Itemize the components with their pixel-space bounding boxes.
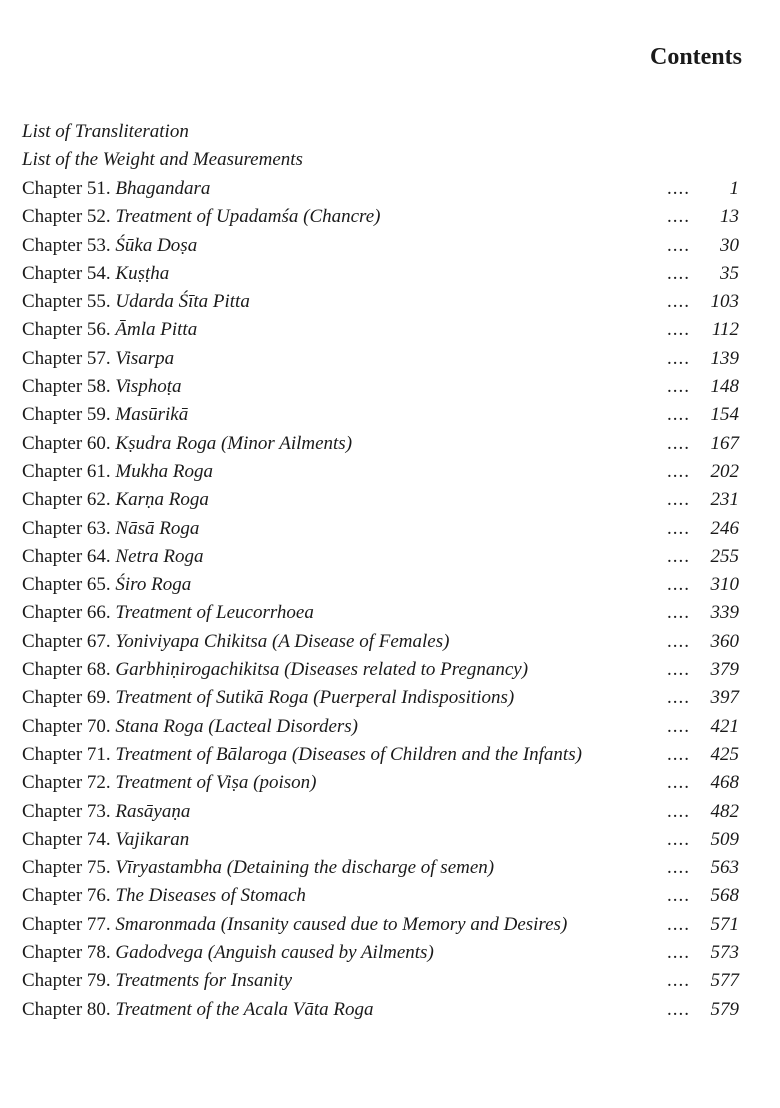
chapter-title: The Diseases of Stomach [115,885,306,907]
toc-entry [22,260,752,288]
toc-entry [22,939,752,967]
chapter-label: Chapter 59. [22,404,111,426]
page-number: 482 [710,800,739,822]
toc-entry [22,401,752,429]
prelim-item-transliteration: List of Transliteration [22,121,189,142]
dot-leader: .... [667,857,690,879]
chapter-label: Chapter 78. [22,942,111,964]
page-number: 568 [710,885,739,907]
toc-entry [22,628,752,656]
chapter-title: Treatment of the Acala Vāta Roga [115,998,374,1020]
chapter-label: Chapter 62. [22,489,111,511]
chapter-title: Treatment of Leucorrhoea [115,602,314,624]
dot-leader: .... [667,432,690,454]
prelim-item-weights: List of the Weight and Measurements [22,149,303,171]
chapter-label: Chapter 70. [22,715,111,737]
page-number: 167 [710,432,739,454]
chapter-title: Treatment of Upadamśa (Chancre) [115,206,381,228]
toc-entry [22,826,752,854]
page-number: 35 [720,262,739,284]
toc-entry [22,967,752,995]
page-number: 255 [710,545,739,567]
dot-leader: .... [667,291,690,313]
chapter-label: Chapter 54. [22,262,111,284]
dot-leader: .... [667,828,690,850]
dot-leader: .... [667,715,690,737]
dot-leader: .... [667,206,690,228]
dot-leader: .... [667,885,690,907]
chapter-label: Chapter 71. [22,743,111,765]
chapter-title: Netra Roga [115,545,204,567]
chapter-label: Chapter 53. [22,234,111,256]
chapter-title: Treatment of Viṣa (poison) [115,772,317,794]
chapter-title: Smaronmada (Insanity caused due to Memory and Desires) [115,913,568,935]
chapter-title: Kuṣṭha [115,262,170,284]
toc-entry [22,599,752,627]
page-number: 509 [710,828,739,850]
page-number: 577 [710,970,739,992]
chapter-label: Chapter 74. [22,828,111,850]
page-number: 421 [710,715,739,737]
chapter-label: Chapter 69. [22,687,111,709]
toc-entry [22,175,752,203]
dot-leader: .... [667,772,690,794]
dot-leader: .... [667,489,690,511]
chapter-label: Chapter 76. [22,885,111,907]
chapter-label: Chapter 68. [22,659,111,681]
toc-entry [22,882,752,910]
chapter-label: Chapter 60. [22,432,111,454]
dot-leader: .... [667,602,690,624]
dot-leader: .... [667,913,690,935]
chapter-title: Āmla Pitta [115,319,198,341]
chapter-label: Chapter 61. [22,460,111,482]
dot-leader: .... [667,376,690,398]
dot-leader: .... [667,319,690,341]
dot-leader: .... [667,970,690,992]
chapter-title: Bhagandara [115,178,211,199]
dot-leader: .... [667,630,690,652]
page-number: 379 [710,659,739,681]
toc-entry [22,996,752,1024]
dot-leader: .... [667,178,690,199]
chapter-title: Treatment of Sutikā Roga (Puerperal Indispositions) [115,687,515,709]
chapter-title: Visphoṭa [115,376,182,398]
chapter-title: Rasāyaṇa [115,800,191,822]
toc-entry [22,769,752,797]
chapter-label: Chapter 73. [22,800,111,822]
chapter-label: Chapter 75. [22,857,111,879]
dot-leader: .... [667,404,690,426]
toc-entry [22,373,752,401]
dot-leader: .... [667,460,690,482]
chapter-label: Chapter 79. [22,970,111,992]
chapter-label: Chapter 64. [22,545,111,567]
chapter-title: Stana Roga (Lacteal Disorders) [115,715,358,737]
toc-entry [22,543,752,571]
chapter-title: Karṇa Roga [115,489,209,511]
page-number: 425 [710,743,739,765]
dot-leader: .... [667,998,690,1020]
dot-leader: .... [667,942,690,964]
chapter-title: Treatments for Insanity [115,970,293,992]
chapter-label: Chapter 66. [22,602,111,624]
toc-entry [22,458,752,486]
dot-leader: .... [667,234,690,256]
page-number: 112 [711,319,739,341]
page-number: 571 [710,913,739,935]
toc-entry [22,684,752,712]
page-number: 202 [710,460,739,482]
toc-entry [22,430,752,458]
dot-leader: .... [667,517,690,539]
dot-leader: .... [667,545,690,567]
chapter-label: Chapter 72. [22,772,111,794]
toc-entry [22,854,752,882]
toc-entry [22,741,752,769]
chapter-title: Kṣudra Roga (Minor Ailments) [115,432,353,454]
chapter-title: Yoniviyapa Chikitsa (A Disease of Females) [115,630,450,652]
dot-leader: .... [667,262,690,284]
page-number: 1 [729,178,739,199]
page-number: 360 [710,630,739,652]
chapter-title: Udarda Śīta Pitta [115,291,250,313]
toc-entry [22,316,752,344]
toc-entry [22,515,752,543]
chapter-label: Chapter 77. [22,913,111,935]
chapter-label: Chapter 51. [22,178,111,199]
prelim-list [22,118,752,175]
chapter-label: Chapter 63. [22,517,111,539]
page-number: 13 [720,206,739,228]
page-number: 310 [710,574,739,596]
dot-leader: .... [667,347,690,369]
dot-leader: .... [667,800,690,822]
page-title: Contents [649,44,742,70]
chapter-label: Chapter 67. [22,630,111,652]
chapter-label: Chapter 52. [22,206,111,228]
chapter-title: Nāsā Roga [115,517,200,539]
dot-leader: .... [667,574,690,596]
chapter-label: Chapter 55. [22,291,111,313]
chapter-title: Treatment of Bālaroga (Diseases of Children and the Infants) [115,743,582,765]
dot-leader: .... [667,659,690,681]
chapter-title: Garbhiṇirogachikitsa (Diseases related to Pregnancy) [115,659,529,681]
chapter-label: Chapter 58. [22,376,111,398]
chapter-title: Mukha Roga [115,460,214,482]
page-number: 231 [710,489,739,511]
toc-entry [22,911,752,939]
page-number: 246 [710,517,739,539]
page-number: 148 [710,376,739,398]
dot-leader: .... [667,687,690,709]
chapter-label: Chapter 65. [22,574,111,596]
page-number: 579 [710,998,739,1020]
toc-entry [22,713,752,741]
chapter-label: Chapter 56. [22,319,111,341]
page-number: 103 [710,291,739,313]
chapter-title: Vajikaran [115,828,190,850]
toc-entry [22,345,752,373]
toc-entry [22,288,752,316]
chapter-label: Chapter 80. [22,998,111,1020]
toc-entry [22,571,752,599]
page-number: 139 [710,347,739,369]
toc-entry [22,203,752,231]
toc-entry [22,798,752,826]
table-of-contents [22,175,752,1024]
page-number: 468 [710,772,739,794]
dot-leader: .... [667,743,690,765]
toc-entry [22,232,752,260]
chapter-title: Śiro Roga [115,574,192,596]
chapter-title: Masūrikā [115,404,189,426]
page-number: 563 [710,857,739,879]
chapter-title: Śūka Doṣa [115,234,198,256]
toc-entry [22,656,752,684]
chapter-label: Chapter 57. [22,347,111,369]
page-number: 154 [710,404,739,426]
page-number: 30 [720,234,739,256]
page-number: 573 [710,942,739,964]
chapter-title: Vīryastambha (Detaining the discharge of semen) [115,857,495,879]
chapter-title: Gadodvega (Anguish caused by Ailments) [115,942,434,964]
page-number: 397 [710,687,739,709]
chapter-title: Visarpa [115,347,175,369]
page-number: 339 [710,602,739,624]
toc-entry [22,486,752,514]
